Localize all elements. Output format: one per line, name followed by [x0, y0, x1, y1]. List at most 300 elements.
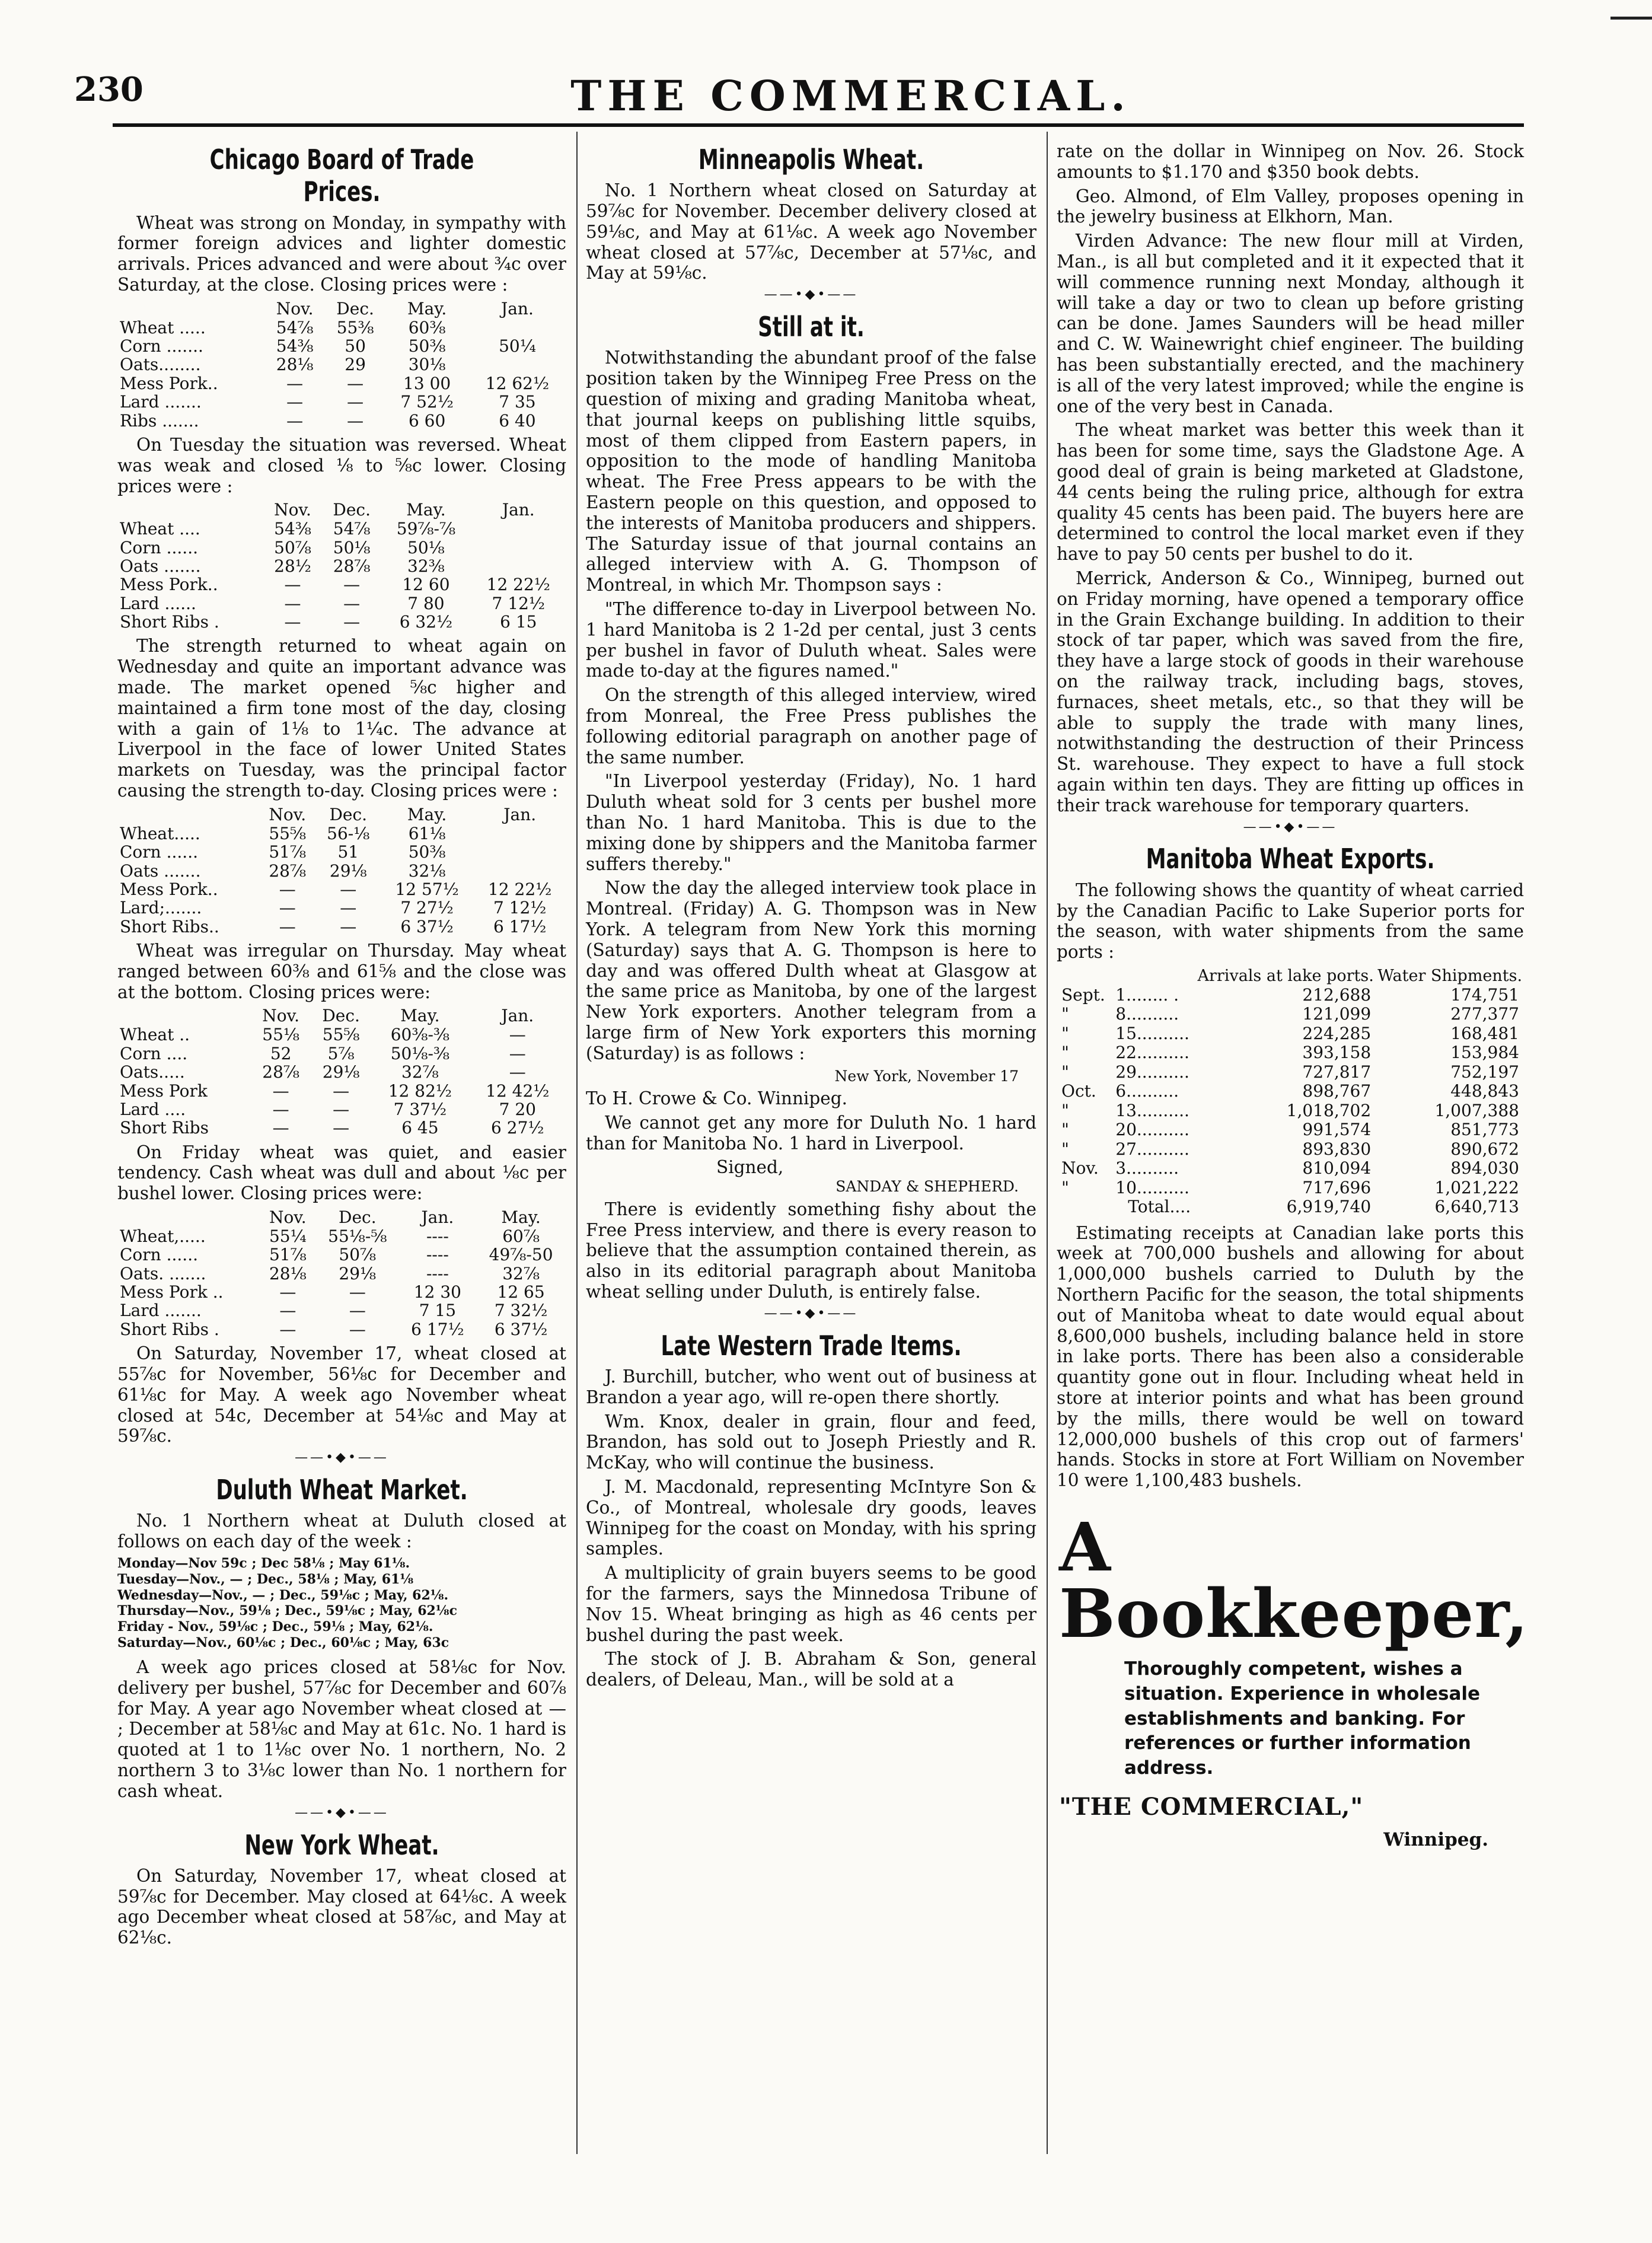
- price-cell: 6 40: [499, 410, 536, 431]
- price-cell: 29⅛: [322, 1062, 360, 1082]
- exports-arrivals: 121,099: [1302, 1004, 1372, 1024]
- price-cell: —: [509, 1043, 526, 1063]
- price-cell: 51: [337, 842, 359, 862]
- commodity-label: Mess Pork: [120, 1081, 208, 1101]
- price-cell: 54⅜: [274, 519, 311, 539]
- exports-shipments: 168,481: [1450, 1023, 1519, 1043]
- exports-arrivals: 224,285: [1302, 1023, 1372, 1043]
- exports-month: Nov.: [1061, 1158, 1099, 1178]
- price-header-cell: Jan.: [503, 804, 537, 824]
- price-cell: —: [509, 1062, 526, 1082]
- price-cell: 61⅛: [408, 823, 446, 843]
- price-cell: 6 37½: [494, 1319, 548, 1339]
- price-cell: 32⅛: [408, 861, 446, 881]
- price-cell: —: [284, 612, 301, 632]
- price-cell: 32⅞: [502, 1263, 540, 1283]
- exports-shipments: 153,984: [1450, 1043, 1519, 1063]
- price-row: [117, 1082, 566, 1100]
- price-header-cell: Jan.: [501, 298, 534, 318]
- price-cell: 50⅞: [274, 537, 311, 557]
- chicago-para: On Saturday, November 17, wheat closed at 55⅞c for November, 56⅛c for December and 61⅛c for May. A week ago November wheat closed at 54c, December at 54⅛c and May at 59⅞c.: [117, 1343, 566, 1447]
- price-cell: —: [272, 1081, 289, 1101]
- price-row: [117, 1063, 566, 1081]
- exports-day: 22..........: [1115, 1043, 1189, 1063]
- price-cell: —: [349, 1301, 366, 1321]
- exports-title: Manitoba Wheat Exports.: [1146, 843, 1435, 875]
- commodity-label: Wheat .....: [120, 317, 206, 337]
- price-row: [117, 337, 566, 355]
- price-cell: 7 12½: [493, 898, 547, 918]
- commodity-label: Corn .......: [120, 336, 203, 356]
- price-cell: 7 37½: [393, 1099, 447, 1119]
- duluth-day: Tuesday—Nov., — ; Dec., 58⅛ ; May, 61⅛: [117, 1571, 414, 1587]
- price-cell: [468, 355, 566, 374]
- exports-arrivals: 212,688: [1302, 985, 1372, 1005]
- price-cell: 28⅛: [276, 355, 314, 375]
- price-cell: —: [279, 1282, 296, 1302]
- price-cell: 30⅛: [408, 355, 446, 375]
- price-header-cell: [117, 805, 259, 824]
- price-row: [117, 1283, 566, 1301]
- separator: ——•◆•——: [764, 1305, 859, 1321]
- exports-day: 10..........: [1115, 1177, 1189, 1197]
- price-row: [117, 1227, 566, 1245]
- duluth-day: Monday—Nov 59c ; Dec 58⅛ ; May 61⅛.: [117, 1556, 410, 1571]
- minneapolis-text: No. 1 Northern wheat closed on Saturday at 59⅞c for November. December delivery closed at 59⅛c, and May at 61⅛c. A week ago November wheat closed at 57⅞c, December at 57⅛c, and May at 59⅛c.: [586, 180, 1037, 283]
- price-row: [117, 1119, 566, 1137]
- corner-mark: [1610, 0, 1652, 20]
- price-header-cell: May.: [407, 298, 447, 318]
- price-cell: —: [272, 1099, 289, 1119]
- exports-month: ": [1061, 1062, 1069, 1082]
- exports-day: 1........ .: [1115, 985, 1179, 1005]
- price-cell: 12 22½: [486, 575, 550, 595]
- price-cell: ----: [426, 1245, 449, 1265]
- exports-row: [1057, 1140, 1524, 1159]
- exports-row: [1057, 1063, 1524, 1082]
- price-cell: 6 15: [500, 612, 537, 632]
- exports-row: [1057, 1101, 1524, 1120]
- price-cell: 50⅜: [408, 842, 446, 862]
- commodity-label: Mess Pork..: [120, 575, 218, 595]
- price-cell: 29: [345, 355, 366, 375]
- exports-month: Oct.: [1061, 1081, 1096, 1101]
- exports-row: [1057, 1043, 1524, 1062]
- separator: ——•◆•——: [764, 287, 859, 302]
- price-cell: —: [509, 1025, 526, 1045]
- price-cell: 50⅛-⅜: [390, 1043, 450, 1063]
- late-title: Late Western Trade Items.: [661, 1329, 962, 1362]
- price-cell: 13 00: [403, 373, 451, 393]
- exports-month: Sept.: [1061, 985, 1105, 1005]
- price-header-row: [117, 299, 566, 318]
- ad-title: A Bookkeeper,: [1059, 1508, 1529, 1653]
- commodity-label: Mess Pork ..: [120, 1282, 224, 1302]
- exports-day: 20..........: [1115, 1120, 1189, 1140]
- price-cell: 7 80: [407, 593, 445, 613]
- price-cell: 7 12½: [492, 593, 546, 613]
- telegram-to: To H. Crowe & Co. Winnipeg.: [586, 1088, 848, 1109]
- exports-month: ": [1061, 1139, 1069, 1159]
- price-cell: 50⅛: [333, 537, 371, 557]
- exports-row: [1057, 1178, 1524, 1197]
- exports-arrivals: 1,018,702: [1286, 1100, 1372, 1120]
- exports-total-arrivals: 6,919,740: [1286, 1197, 1372, 1217]
- price-cell: ----: [426, 1263, 449, 1283]
- late-item: J. M. Macdonald, representing McIntyre Son & Co., of Montreal, wholesale dry goods, leaves Winnipeg for the coast on Monday, with his spring samples.: [586, 1476, 1037, 1559]
- exports-day: 15..........: [1115, 1023, 1189, 1043]
- exports-shipments: 894,030: [1450, 1158, 1519, 1178]
- commodity-label: Wheat ....: [120, 519, 200, 539]
- commodity-label: Oats .......: [120, 556, 201, 576]
- price-cell: [473, 862, 566, 880]
- price-cell: 60⅞: [502, 1226, 540, 1247]
- price-row: [117, 1320, 566, 1339]
- separator: ——•◆•——: [295, 1450, 389, 1465]
- column-2: [586, 141, 1037, 1694]
- price-cell: 6 17½: [411, 1319, 464, 1339]
- commodity-label: Lard;.......: [120, 898, 202, 918]
- price-cell: —: [284, 575, 301, 595]
- telegram-place: New York, November 17: [834, 1067, 1019, 1085]
- exports-total-row: [1057, 1197, 1524, 1216]
- header-rule: [113, 123, 1524, 127]
- price-row: [117, 1301, 566, 1320]
- ad-body: Thoroughly competent, wishes a situation. Experience in wholesale establishments and banking. For references or further information address.: [1124, 1658, 1481, 1779]
- price-header-row: [117, 1006, 566, 1025]
- exports-day: 27..........: [1115, 1139, 1189, 1159]
- price-cell: [471, 539, 566, 557]
- exports-month: ": [1061, 1023, 1069, 1043]
- exports-month: ": [1061, 1004, 1069, 1024]
- price-row: [117, 824, 566, 843]
- exports-row: [1057, 1120, 1524, 1139]
- duluth-days: [117, 1556, 566, 1651]
- price-header-cell: Jan.: [501, 1006, 534, 1026]
- price-row: [117, 594, 566, 613]
- price-cell: —: [272, 1118, 289, 1138]
- exports-shipments: 277,377: [1450, 1004, 1519, 1024]
- price-cell: 29⅛: [329, 861, 367, 881]
- price-cell: —: [343, 593, 361, 613]
- price-cell: —: [349, 1282, 366, 1302]
- price-cell: 28⅞: [269, 861, 307, 881]
- price-header-cell: Nov.: [276, 298, 314, 318]
- price-header-cell: Nov.: [269, 804, 307, 824]
- duluth-para: A week ago prices closed at 58⅛c for Nov. delivery per bushel, 57⅞c for December and 60⅞ for May. A year ago November wheat closed at — ; December at 58⅛c and May at 61c. No. 1 hard is quoted at 1 to 1⅛c over No. 1 northern, No. 2 northern 3 to 3⅛c lower than No. 1 northern for cash wheat.: [117, 1656, 566, 1801]
- price-row: [117, 843, 566, 861]
- price-cell: 59⅞-⅞: [396, 519, 456, 539]
- exports-para: Estimating receipts at Canadian lake ports this week at 700,000 bushels and allowing for about 1,000,000 bushels carried to Duluth by the Northern Pacific for the season, the total shipments out of Manitoba wheat to date would equal about 8,600,000 bushels, including balance held in store in lake ports. There has been also a considerable quantity gone out in flour. Including wheat held in store at interior points and what has been ground by the mills, there would be well on toward 12,000,000 bushels of this crop out of farmers' hands. Stocks in store at Fort William on November 10 were 1,100,483 bushels.: [1057, 1222, 1524, 1491]
- price-cell: 7 15: [419, 1301, 457, 1321]
- price-cell: 32⅞: [401, 1062, 439, 1082]
- minneapolis-title: Minneapolis Wheat.: [698, 144, 924, 176]
- price-cell: —: [347, 373, 364, 393]
- duluth-day: Wednesday—Nov., — ; Dec., 59⅛c ; May, 62⅛.: [117, 1587, 449, 1603]
- commodity-label: Oats. .......: [120, 1263, 206, 1283]
- exports-day: 13..........: [1115, 1100, 1189, 1120]
- column-rule: [1047, 132, 1048, 2154]
- commodity-label: Wheat ..: [120, 1025, 190, 1045]
- stillatit-quote: "In Liverpool yesterday (Friday), No. 1 hard Duluth wheat sold for 3 cents per bushel more than No. 1 hard Manitoba. This is due to the mixing done by shippers and the Manitoba farmer suffers thereby.": [586, 771, 1037, 874]
- exports-day: 3..........: [1115, 1158, 1179, 1178]
- price-row: [117, 539, 566, 557]
- commodity-label: Short Ribs..: [120, 916, 219, 936]
- price-cell: —: [286, 373, 304, 393]
- commodity-label: Corn ......: [120, 1245, 199, 1265]
- exports-arrivals: 717,696: [1302, 1177, 1372, 1197]
- price-cell: 12 62½: [485, 373, 550, 393]
- price-cell: —: [333, 1099, 350, 1119]
- price-row: [117, 355, 566, 374]
- price-cell: —: [347, 392, 364, 412]
- price-cell: 29⅛: [339, 1263, 377, 1283]
- price-cell: 12 30: [413, 1282, 461, 1302]
- exports-row: [1057, 986, 1524, 1005]
- price-cell: ----: [426, 1226, 449, 1247]
- price-cell: 55⅛: [262, 1025, 300, 1045]
- price-header-cell: Dec.: [336, 298, 374, 318]
- duluth-day: Thursday—Nov., 59⅛ ; Dec., 59⅛c ; May, 62⅛c: [117, 1603, 457, 1619]
- price-cell: —: [279, 898, 296, 918]
- price-cell: 12 57½: [395, 879, 459, 899]
- chicago-para: On Friday wheat was quiet, and easier tendency. Cash wheat was dull and about ⅛c per bushel lower. Closing prices were:: [117, 1142, 566, 1204]
- price-cell: 60⅜: [408, 317, 446, 337]
- stillatit-para: On the strength of this alleged interview, wired from Monreal, the Free Press publishes the following editorial paragraph on another page of the same number.: [586, 685, 1037, 767]
- duluth-title: Duluth Wheat Market.: [216, 1474, 468, 1506]
- price-cell: —: [279, 1319, 296, 1339]
- price-cell: 6 27½: [491, 1118, 544, 1138]
- price-cell: —: [349, 1319, 366, 1339]
- price-cell: —: [340, 916, 357, 936]
- price-cell: —: [340, 898, 357, 918]
- price-cell: —: [286, 392, 304, 412]
- price-row: [117, 520, 566, 538]
- exports-arrivals: 898,767: [1302, 1081, 1372, 1101]
- price-header-cell: Dec.: [329, 804, 368, 824]
- price-cell: —: [343, 575, 361, 595]
- price-cell: 28½: [274, 556, 311, 576]
- chicago-intro: Wheat was strong on Monday, in sympathy with former foreign advices and lighter domestic arrivals. Prices advanced and were about ¾c over Saturday, at the close. Closing prices were :: [117, 212, 566, 295]
- price-cell: 55¼: [269, 1226, 307, 1247]
- price-header-row: [117, 1207, 566, 1227]
- price-cell: 50: [345, 336, 366, 356]
- price-cell: 50¼: [499, 336, 536, 356]
- commodity-label: Short Ribs .: [120, 612, 219, 632]
- commodity-label: Lard .......: [120, 1301, 202, 1321]
- price-row: [117, 412, 566, 430]
- price-cell: 7 27½: [400, 898, 454, 918]
- exports-arrivals: 393,158: [1302, 1043, 1372, 1063]
- price-cell: 12 42½: [486, 1081, 550, 1101]
- exports-month: ": [1061, 1120, 1069, 1140]
- col3-item: Geo. Almond, of Elm Valley, proposes opening in the jewelry business at Elkhorn, Man.: [1057, 186, 1524, 227]
- price-cell: 12 22½: [488, 879, 552, 899]
- exports-header-row: [1057, 966, 1524, 986]
- exports-shipments: 890,672: [1450, 1139, 1519, 1159]
- price-header-cell: [117, 299, 265, 318]
- price-row: [117, 374, 566, 393]
- masthead: THE COMMERCIAL.: [570, 71, 1131, 120]
- commodity-label: Lard .......: [120, 392, 202, 412]
- exports-shipments: 174,751: [1450, 985, 1519, 1005]
- price-cell: —: [340, 879, 357, 899]
- price-cell: —: [279, 1301, 296, 1321]
- commodity-label: Mess Pork..: [120, 879, 218, 899]
- stillatit-para: Now the day the alleged interview took place in Montreal. (Friday) A. G. Thompson was in New York. A telegram from New York this morning (Saturday) says that A. G. Thompson is here to day and was offered Dulth wheat at Glasgow at the same price as Manitoba, by one of the largest New York exporters. Another telegram from a large firm of New York exporters this morning (Saturday) is as follows :: [586, 878, 1037, 1063]
- commodity-label: Oats .......: [120, 861, 201, 881]
- commodity-label: Short Ribs: [120, 1118, 209, 1138]
- price-cell: —: [286, 410, 304, 431]
- price-cell: 55⅝: [322, 1025, 360, 1045]
- signer: SANDAY & SHEPHERD.: [835, 1178, 1019, 1196]
- commodity-label: Wheat,.....: [120, 1226, 206, 1247]
- duluth-intro: No. 1 Northern wheat at Duluth closed at follows on each day of the week :: [117, 1511, 566, 1552]
- price-row: [117, 1245, 566, 1264]
- price-cell: 50⅛: [407, 537, 445, 557]
- price-header-cell: May.: [407, 804, 447, 824]
- commodity-label: Oats.....: [120, 1062, 185, 1082]
- exports-arrivals: 727,817: [1302, 1062, 1372, 1082]
- exports-total-shipments: 6,640,713: [1434, 1197, 1519, 1217]
- price-cell: 28⅞: [333, 556, 371, 576]
- price-header-cell: Jan.: [502, 500, 535, 520]
- late-item: J. Burchill, butcher, who went out of business at Brandon a year ago, will re-open there shortly.: [586, 1366, 1037, 1407]
- price-cell: 28⅞: [262, 1062, 300, 1082]
- price-header-cell: Dec.: [322, 1006, 360, 1026]
- duluth-day: Saturday—Nov., 60⅛c ; Dec., 60⅛c ; May, 63c: [117, 1635, 449, 1651]
- exports-day: 8..........: [1115, 1004, 1179, 1024]
- commodity-label: Short Ribs .: [120, 1319, 219, 1339]
- late-item: Wm. Knox, dealer in grain, flour and feed, Brandon, has sold out to Joseph Priestly and R. McKay, who will continue the business.: [586, 1411, 1037, 1473]
- exports-shipments: 752,197: [1450, 1062, 1519, 1082]
- chicago-table-4: [117, 1006, 566, 1137]
- chicago-title: Chicago Board of Trade Prices.: [209, 144, 474, 208]
- chicago-table-5: [117, 1207, 566, 1339]
- price-cell: 6 60: [408, 410, 446, 431]
- exports-row: [1057, 1082, 1524, 1101]
- exports-intro: The following shows the quantity of wheat carried by the Canadian Pacific to Lake Superior ports for the season, with water shipments from the same ports :: [1057, 880, 1524, 963]
- price-cell: [468, 318, 566, 337]
- exports-shipments: 851,773: [1450, 1120, 1519, 1140]
- price-cell: 60⅜-⅜: [390, 1025, 450, 1045]
- price-header-row: [117, 805, 566, 824]
- commodity-label: Lard ......: [120, 593, 196, 613]
- exports-arrivals: 893,830: [1302, 1139, 1372, 1159]
- ad-contact-name: "THE COMMERCIAL,": [1059, 1793, 1364, 1821]
- exports-row: [1057, 1005, 1524, 1024]
- price-cell: —: [333, 1081, 350, 1101]
- commodity-label: Oats........: [120, 355, 201, 375]
- price-header-cell: May.: [400, 1006, 440, 1026]
- col3-item: rate on the dollar in Winnipeg on Nov. 26. Stock amounts to $1.170 and $350 book debts.: [1057, 141, 1524, 182]
- price-cell: 32⅜: [407, 556, 445, 576]
- price-cell: 28⅛: [269, 1263, 307, 1283]
- price-cell: —: [279, 879, 296, 899]
- column-rule: [576, 132, 578, 2154]
- chicago-table-2: [117, 500, 566, 631]
- price-cell: 50⅜: [408, 336, 446, 356]
- price-cell: 6 45: [401, 1118, 439, 1138]
- exports-table: [1057, 966, 1524, 1217]
- price-row: [117, 1044, 566, 1063]
- late-item: A multiplicity of grain buyers seems to be good for the farmers, says the Minnedosa Tribune of Nov 15. Wheat bringing as high as 46 cents per bushel during the past week.: [586, 1563, 1037, 1645]
- price-header-cell: Dec.: [339, 1207, 377, 1228]
- price-cell: 7 35: [499, 392, 536, 412]
- price-header-cell: Jan.: [421, 1207, 454, 1228]
- price-cell: 54⅞: [333, 519, 371, 539]
- price-row: [117, 613, 566, 631]
- col3-item: The wheat market was better this week than it has been for some time, says the Gladstone Age. A good deal of grain is being marketed at Gladstone, 44 cents being the ruling price, although for extra quality 45 cents has been paid. The buyers here are determined to control the local market even if they have to pay 50 cents per bushel to do it.: [1057, 420, 1524, 565]
- chicago-para: Wheat was irregular on Thursday. May wheat ranged between 60⅜ and 61⅝ and the close was at the bottom. Closing prices were:: [117, 941, 566, 1002]
- exports-arrivals: 810,094: [1302, 1158, 1372, 1178]
- commodity-label: Ribs .......: [120, 410, 199, 431]
- stillatit-para: Notwithstanding the abundant proof of the false position taken by the Winnipeg Free Press on the question of mixing and grading Manitoba wheat, that journal keeps on publishing little squibs, most of them clipped from Eastern papers, in opposition to the mode of handling Manitoba wheat. The Free Press appears to be with the Eastern people on this question, and opposed to the interests of Manitoba producers and shippers. The Saturday issue of that journal contains an alleged interview with A. G. Thompson of Montreal, in which Mr. Thompson says :: [586, 348, 1037, 595]
- price-row: [117, 917, 566, 936]
- price-row: [117, 557, 566, 575]
- price-cell: 12 60: [402, 575, 450, 595]
- price-cell: 56-⅛: [327, 823, 370, 843]
- price-header-cell: May.: [501, 1207, 541, 1228]
- column-1: [117, 141, 566, 1952]
- price-cell: 12 65: [497, 1282, 545, 1302]
- commodity-label: Lard ....: [120, 1099, 186, 1119]
- late-item: The stock of J. B. Abraham & Son, general dealers, of Deleau, Man., will be sold at a: [586, 1649, 1037, 1690]
- price-cell: 12 82½: [388, 1081, 452, 1101]
- price-row: [117, 862, 566, 880]
- price-cell: 55⅜: [336, 317, 374, 337]
- price-cell: 54⅞: [276, 317, 314, 337]
- chicago-table-1: [117, 299, 566, 430]
- exports-header-shipments: Water Shipments.: [1377, 966, 1523, 985]
- exports-day: 29..........: [1115, 1062, 1189, 1082]
- price-header-cell: Nov.: [274, 500, 311, 520]
- signed-label: Signed,: [716, 1157, 784, 1178]
- telegram-body: We cannot get any more for Duluth No. 1 hard than for Manitoba No. 1 hard in Liverpool.: [586, 1112, 1037, 1154]
- price-cell: 7 20: [499, 1099, 536, 1119]
- price-cell: 55⅝: [269, 823, 307, 843]
- separator: ——•◆•——: [1243, 819, 1338, 834]
- exports-total-label: Total....: [1128, 1197, 1191, 1217]
- price-cell: 6 32½: [399, 612, 453, 632]
- price-header-cell: May.: [406, 500, 446, 520]
- price-cell: [473, 843, 566, 861]
- price-row: [117, 575, 566, 594]
- price-cell: 51⅞: [269, 842, 307, 862]
- price-cell: 54⅜: [276, 336, 314, 356]
- chicago-para: On Tuesday the situation was reversed. Wheat was weak and closed ⅛ to ⅝c lower. Closing prices were :: [117, 434, 566, 496]
- column-3: [1057, 141, 1529, 1851]
- stillatit-title: Still at it.: [758, 311, 865, 343]
- price-header-row: [117, 500, 566, 520]
- exports-month: ": [1061, 1177, 1069, 1197]
- price-row: [117, 1025, 566, 1044]
- price-row: [117, 393, 566, 411]
- price-cell: 6 17½: [493, 916, 547, 936]
- price-header-cell: [117, 500, 263, 520]
- price-cell: 7 52½: [400, 392, 454, 412]
- price-row: [117, 880, 566, 899]
- ad-contact-city: Winnipeg.: [1383, 1829, 1488, 1851]
- commodity-label: Mess Pork..: [120, 373, 218, 393]
- commodity-label: Corn ......: [120, 842, 199, 862]
- price-cell: —: [333, 1118, 350, 1138]
- price-cell: —: [343, 612, 361, 632]
- separator: ——•◆•——: [295, 1805, 389, 1820]
- exports-shipments: 1,007,388: [1434, 1100, 1519, 1120]
- price-row: [117, 899, 566, 917]
- chicago-para: The strength returned to wheat again on Wednesday and quite an important advance was made. The market opened ⅝c higher and maintained a firm tone most of the day, closing with a gain of 1⅛ to 1¼c. The advance at Liverpool in the face of lower United States markets on Tuesday, was the principal factor causing the strength to-day. Closing prices were :: [117, 636, 566, 801]
